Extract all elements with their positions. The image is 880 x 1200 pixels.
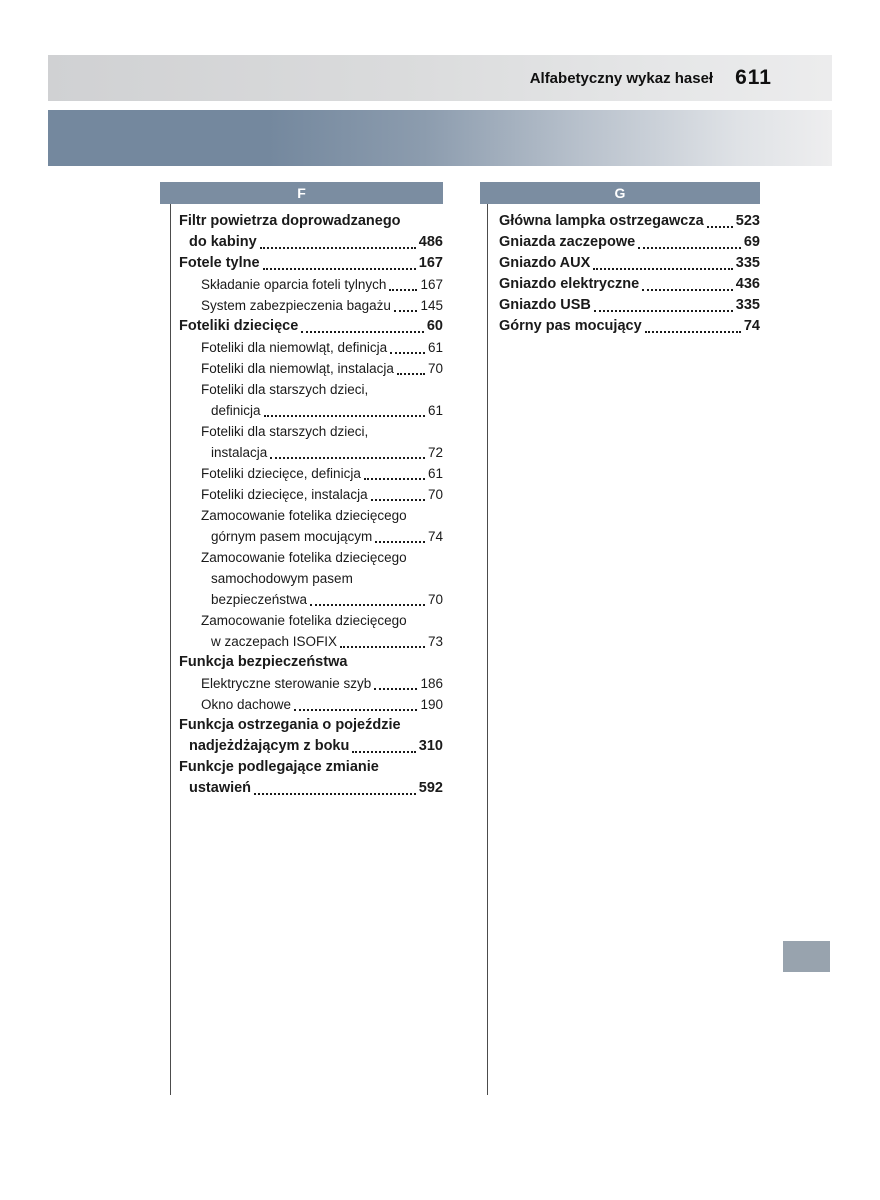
entry-page-ref: 310 <box>418 738 443 754</box>
entry-text: definicja <box>211 403 261 418</box>
dot-leader <box>260 247 416 249</box>
index-entry <box>179 694 443 715</box>
entry-page-ref: 70 <box>427 592 443 607</box>
header-title: Alfabetyczny wykaz haseł <box>529 69 714 87</box>
index-entry <box>179 253 443 274</box>
entry-text: Okno dachowe <box>201 697 292 712</box>
entry-page-ref: 74 <box>743 318 760 334</box>
entry-text: Filtr powietrza doprowadzanego <box>179 213 401 229</box>
dot-leader <box>374 688 417 690</box>
entry-line <box>179 736 443 757</box>
entry-line <box>499 211 760 232</box>
dot-leader <box>645 331 741 333</box>
entry-line <box>201 568 443 589</box>
dot-leader <box>364 478 425 480</box>
index-entry <box>499 211 760 232</box>
entry-line <box>201 547 443 568</box>
dot-leader <box>264 415 425 417</box>
entry-line <box>499 274 760 295</box>
column-letter-f: F <box>160 182 443 204</box>
entry-line <box>179 757 443 778</box>
entry-line <box>201 484 443 505</box>
entry-line <box>499 232 760 253</box>
entry-page-ref: 61 <box>427 403 443 418</box>
dot-leader <box>594 310 733 312</box>
dot-leader <box>397 373 425 375</box>
entry-line <box>201 463 443 484</box>
entry-text: Gniazda zaczepowe <box>499 234 636 250</box>
index-entry <box>179 652 443 673</box>
entry-line <box>499 295 760 316</box>
decorative-gradient-band <box>48 110 832 166</box>
entry-page-ref: 70 <box>427 361 443 376</box>
entry-line <box>201 631 443 652</box>
entry-text: Gniazdo AUX <box>499 255 591 271</box>
entry-page-ref: 167 <box>418 255 443 271</box>
entry-page-ref: 523 <box>735 213 760 229</box>
index-entry <box>179 358 443 379</box>
entry-line <box>201 358 443 379</box>
index-entry <box>179 379 443 421</box>
dot-leader <box>394 310 418 312</box>
entry-line <box>201 379 443 400</box>
entry-page-ref: 190 <box>420 697 443 712</box>
dot-leader <box>638 247 741 249</box>
entry-line <box>179 316 443 337</box>
index-entry <box>179 484 443 505</box>
index-entry <box>179 316 443 337</box>
column-entries-f <box>170 204 443 1095</box>
entry-line <box>201 274 443 295</box>
entry-text: do kabiny <box>189 234 257 250</box>
entry-page-ref: 486 <box>418 234 443 250</box>
entry-line <box>201 295 443 316</box>
dot-leader <box>263 268 416 270</box>
dot-leader <box>310 604 425 606</box>
index-entry <box>179 211 443 253</box>
entry-text: Foteliki dla starszych dzieci, <box>201 382 369 397</box>
entry-text: Funkcja bezpieczeństwa <box>179 654 348 670</box>
entry-text: System zabezpieczenia bagażu <box>201 298 391 313</box>
index-entry <box>179 715 443 757</box>
dot-leader <box>389 289 417 291</box>
entry-text: samochodowym pasem <box>211 571 353 586</box>
entry-text: Elektryczne sterowanie szyb <box>201 676 372 691</box>
index-entry <box>499 274 760 295</box>
entry-page-ref: 167 <box>420 277 443 292</box>
dot-leader <box>270 457 425 459</box>
index-column-g <box>480 182 760 1095</box>
page-number: 611 <box>735 66 772 89</box>
index-entry <box>499 295 760 316</box>
entry-page-ref: 335 <box>735 297 760 313</box>
index-entry <box>179 757 443 799</box>
entry-line <box>201 421 443 442</box>
index-entry <box>179 295 443 316</box>
entry-text: Foteliki dziecięce <box>179 318 299 334</box>
entry-page-ref: 436 <box>735 276 760 292</box>
entry-text: Foteliki dla starszych dzieci, <box>201 424 369 439</box>
entry-text: nadjeżdżającym z boku <box>189 738 350 754</box>
entry-line <box>179 652 443 673</box>
entry-text: Foteliki dziecięce, instalacja <box>201 487 368 502</box>
entry-line <box>201 505 443 526</box>
entry-line <box>201 400 443 421</box>
dot-leader <box>707 226 733 228</box>
dot-leader <box>375 541 425 543</box>
dot-leader <box>294 709 417 711</box>
dot-leader <box>593 268 732 270</box>
dot-leader <box>352 751 415 753</box>
index-entry <box>179 421 443 463</box>
dot-leader <box>301 331 424 333</box>
entry-line <box>179 232 443 253</box>
entry-page-ref: 73 <box>427 634 443 649</box>
entry-line <box>179 211 443 232</box>
entry-line <box>201 610 443 631</box>
entry-text: Funkcja ostrzegania o pojeździe <box>179 717 401 733</box>
entry-page-ref: 145 <box>420 298 443 313</box>
index-column-f <box>160 182 443 1095</box>
entry-page-ref: 335 <box>735 255 760 271</box>
index-entry <box>179 274 443 295</box>
entry-line <box>201 673 443 694</box>
entry-line <box>179 253 443 274</box>
entry-line <box>201 589 443 610</box>
entry-page-ref: 61 <box>427 340 443 355</box>
entry-text: Górny pas mocujący <box>499 318 642 334</box>
entry-page-ref: 61 <box>427 466 443 481</box>
entry-text: Fotele tylne <box>179 255 260 271</box>
dot-leader <box>254 793 416 795</box>
entry-text: instalacja <box>211 445 268 460</box>
entry-text: ustawień <box>189 780 252 796</box>
entry-page-ref: 74 <box>427 529 443 544</box>
dot-leader <box>340 646 425 648</box>
entry-text: Zamocowanie fotelika dziecięcego <box>201 550 407 565</box>
index-entry <box>179 463 443 484</box>
entry-text: w zaczepach ISOFIX <box>211 634 338 649</box>
index-entry <box>179 610 443 652</box>
column-letter-g: G <box>480 182 760 204</box>
dot-leader <box>371 499 425 501</box>
entry-text: Zamocowanie fotelika dziecięcego <box>201 508 407 523</box>
index-entry <box>179 337 443 358</box>
dot-leader <box>642 289 733 291</box>
entry-text: Zamocowanie fotelika dziecięcego <box>201 613 407 628</box>
entry-line <box>179 778 443 799</box>
entry-line <box>499 316 760 337</box>
entry-text: Foteliki dla niemowląt, instalacja <box>201 361 394 376</box>
entry-line <box>499 253 760 274</box>
entry-line <box>201 442 443 463</box>
entry-text: Składanie oparcia foteli tylnych <box>201 277 387 292</box>
index-entry <box>179 505 443 547</box>
index-entry <box>179 547 443 610</box>
entry-page-ref: 70 <box>427 487 443 502</box>
entry-page-ref: 592 <box>418 780 443 796</box>
index-entry <box>499 253 760 274</box>
entry-line <box>201 694 443 715</box>
column-entries-g <box>487 204 760 1095</box>
entry-text: Gniazdo USB <box>499 297 591 313</box>
entry-page-ref: 69 <box>743 234 760 250</box>
entry-page-ref: 60 <box>426 318 443 334</box>
entry-text: bezpieczeństwa <box>211 592 308 607</box>
entry-line <box>201 526 443 547</box>
entry-text: Funkcje podlegające zmianie <box>179 759 379 775</box>
entry-text: Główna lampka ostrzegawcza <box>499 213 704 229</box>
entry-text: górnym pasem mocującym <box>211 529 373 544</box>
entry-page-ref: 186 <box>420 676 443 691</box>
entry-line <box>201 337 443 358</box>
index-entry <box>499 232 760 253</box>
entry-page-ref: 72 <box>427 445 443 460</box>
index-entry <box>179 673 443 694</box>
entry-text: Foteliki dziecięce, definicja <box>201 466 361 481</box>
entry-line <box>179 715 443 736</box>
page-header-band <box>48 55 832 101</box>
dot-leader <box>390 352 425 354</box>
edge-tab-marker <box>783 941 830 972</box>
entry-text: Gniazdo elektryczne <box>499 276 640 292</box>
entry-text: Foteliki dla niemowląt, definicja <box>201 340 388 355</box>
index-entry <box>499 316 760 337</box>
